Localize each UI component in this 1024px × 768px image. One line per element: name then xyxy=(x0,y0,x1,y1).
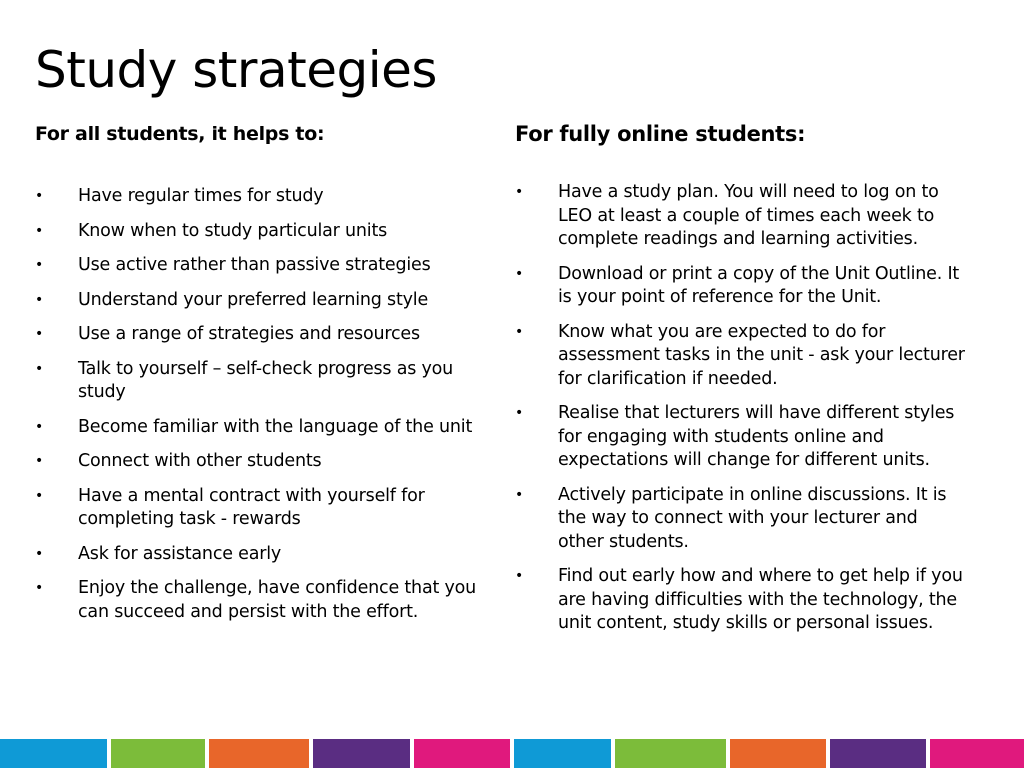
list-item-text: Find out early how and where to get help if you are having difficulties with the technology, the unit content, study skills or personal issues. xyxy=(558,566,963,633)
right-column xyxy=(515,120,965,647)
color-strip-segment xyxy=(313,739,410,768)
list-item xyxy=(515,263,965,310)
list-item xyxy=(515,484,965,555)
bullet-icon: • xyxy=(35,326,44,342)
bullet-icon: • xyxy=(35,453,44,469)
color-strip-segment xyxy=(0,739,107,768)
left-column-heading: For all students, it helps to: xyxy=(35,123,325,145)
color-strip-segment xyxy=(730,739,826,768)
bullet-icon: • xyxy=(515,323,524,340)
color-strip-segment xyxy=(209,739,309,768)
list-item-text: Talk to yourself – self-check progress as you study xyxy=(78,358,454,402)
list-item xyxy=(35,220,480,244)
bullet-icon: • xyxy=(35,487,44,504)
right-column-heading: For fully online students: xyxy=(515,122,806,146)
bullet-icon: • xyxy=(515,265,524,282)
list-item xyxy=(35,358,480,405)
list-item xyxy=(35,289,480,313)
bullet-icon: • xyxy=(35,545,44,562)
list-item-text: Ask for assistance early xyxy=(78,543,282,564)
slide-title: Study strategies xyxy=(35,41,437,99)
list-item-text: Enjoy the challenge, have confidence that you can succeed and persist with the effort. xyxy=(78,578,477,622)
bullet-icon: • xyxy=(35,418,44,435)
list-item-text: Connect with other students xyxy=(78,451,322,471)
left-bullet-list xyxy=(35,185,480,624)
color-strip-segment xyxy=(514,739,611,768)
color-strip-segment xyxy=(414,739,510,768)
list-item-text: Know what you are expected to do for assessment tasks in the unit - ask your lecturer for clarification if needed. xyxy=(558,321,965,389)
list-item-text: Actively participate in online discussions. It is the way to connect with your lecturer and other students. xyxy=(558,484,947,552)
bullet-icon: • xyxy=(515,405,524,421)
bullet-icon: • xyxy=(515,184,524,200)
list-item xyxy=(35,543,480,567)
bullet-icon: • xyxy=(515,486,524,503)
list-item-text: Use active rather than passive strategies xyxy=(78,255,431,275)
list-item-text: Have regular times for study xyxy=(78,186,324,206)
color-strip-segment xyxy=(615,739,726,768)
list-item-text: Know when to study particular units xyxy=(78,220,388,241)
list-item xyxy=(515,181,965,252)
list-item xyxy=(35,254,480,278)
list-item xyxy=(35,416,480,440)
bullet-icon: • xyxy=(35,360,44,377)
color-strip-segment xyxy=(930,739,1024,768)
list-item-text: Have a mental contract with yourself for completing task - rewards xyxy=(78,485,425,529)
list-item-text: Use a range of strategies and resources xyxy=(78,324,420,344)
list-item-text: Realise that lecturers will have different styles for engaging with students online and expectations will change for different units. xyxy=(558,403,955,470)
list-item-text: Have a study plan. You will need to log on to LEO at least a couple of times each week to complete readings and learning activities. xyxy=(558,182,939,249)
bullet-icon: • xyxy=(35,188,44,204)
list-item xyxy=(515,565,965,636)
list-item xyxy=(35,577,480,624)
bullet-icon: • xyxy=(35,222,44,239)
list-item xyxy=(35,485,480,532)
list-item xyxy=(35,450,480,474)
color-strip-segment xyxy=(111,739,205,768)
left-column xyxy=(35,120,480,635)
list-item-text: Download or print a copy of the Unit Outline. It is your point of reference for the Unit. xyxy=(558,263,960,307)
right-bullet-list xyxy=(515,181,965,636)
bullet-icon: • xyxy=(35,580,44,596)
list-item xyxy=(35,323,480,347)
list-item-text: Understand your preferred learning style xyxy=(78,289,429,310)
footer-color-strip xyxy=(0,739,1024,768)
bullet-icon: • xyxy=(35,291,44,308)
list-item xyxy=(515,321,965,392)
list-item xyxy=(515,402,965,473)
bullet-icon: • xyxy=(515,568,524,584)
bullet-icon: • xyxy=(35,257,44,273)
color-strip-segment xyxy=(830,739,926,768)
list-item-text: Become familiar with the language of the unit xyxy=(78,416,473,437)
list-item xyxy=(35,185,480,209)
